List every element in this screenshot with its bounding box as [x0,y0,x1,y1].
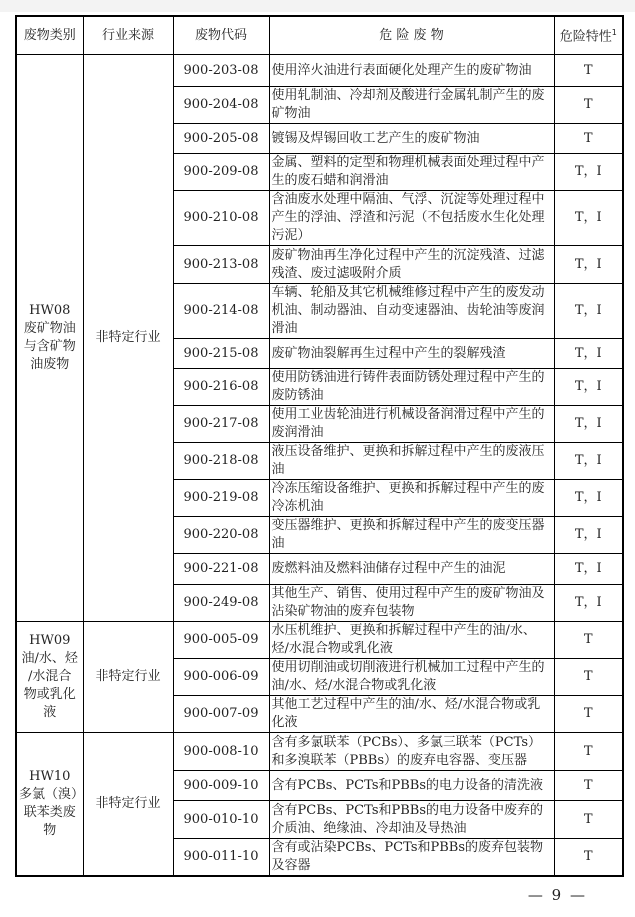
waste-code-cell: 900-221-08 [173,554,269,585]
waste-description-cell: 含有多氯联苯（PCBs）、多氯三联苯（PCTs）和多溴联苯（PBBs）的废弃电容器、变压器 [269,733,554,771]
category-line: /水混合 [28,669,72,684]
hazard-characteristic-cell: T [554,55,623,87]
waste-code-cell: 900-203-08 [173,55,269,87]
waste-code-cell: 900-210-08 [173,191,269,246]
header-source: 行业来源 [83,16,173,55]
category-line: 物或乳化 [23,687,76,702]
waste-code-cell: 900-213-08 [173,246,269,284]
hazard-characteristic-cell: T [554,87,623,124]
waste-code-cell: 900-006-09 [173,659,269,696]
waste-description-cell: 含有PCBs、PCTs和PBBs的电力设备的清洗液 [269,771,554,801]
waste-description-cell: 使用轧制油、冷却剂及酸进行金属轧制产生的废矿物油 [269,87,554,124]
waste-description-cell: 使用防锈油进行铸件表面防锈处理过程中产生的废防锈油 [269,369,554,406]
hazard-characteristic-cell: T [554,771,623,801]
waste-description-cell: 使用工业齿轮油进行机械设备润滑过程中产生的废润滑油 [269,406,554,443]
hazard-characteristic-cell: T，I [554,191,623,246]
waste-code-cell: 900-215-08 [173,339,269,369]
waste-code-cell: 900-214-08 [173,284,269,339]
header-hazard [554,16,623,55]
category-line: 多氯（溴） [19,787,85,802]
hazard-characteristic-cell: T [554,696,623,733]
page-number: — 9 — [527,886,587,904]
hazard-characteristic-cell: T，I [554,406,623,443]
waste-description-cell: 镀锡及焊锡回收工艺产生的废矿物油 [269,124,554,154]
hazardous-waste-table [15,15,624,877]
waste-description-cell: 使用淬火油进行表面硬化处理产生的废矿物油 [269,55,554,87]
category-line: 废矿物油 [23,321,76,336]
hazard-characteristic-cell: T [554,839,623,877]
category-line: 液 [43,705,57,720]
category-line: HW10 [29,769,71,784]
waste-description-cell: 车辆、轮船及其它机械维修过程中产生的废发动机油、制动器油、自动变速器油、齿轮油等废润滑油 [269,284,554,339]
hazard-characteristic-cell: T [554,622,623,659]
waste-description-cell: 含有PCBs、PCTs和PBBs的电力设备中废弃的介质油、绝缘油、冷却油及导热油 [269,801,554,839]
waste-category-cell [16,733,83,877]
category-line: 油/水、烃 [21,651,78,666]
waste-description-cell: 水压机维护、更换和拆解过程中产生的油/水、烃/水混合物或乳化液 [269,622,554,659]
header-hazard-label: 危险特性 [559,29,612,45]
waste-code-cell: 900-219-08 [173,480,269,517]
waste-code-cell: 900-205-08 [173,124,269,154]
category-line: 联苯类废 [23,805,76,820]
waste-description-cell: 液压设备维护、更换和拆解过程中产生的废液压油 [269,443,554,480]
waste-code-cell: 900-220-08 [173,517,269,554]
waste-code-cell: 900-011-10 [173,839,269,877]
waste-code-cell: 900-010-10 [173,801,269,839]
waste-code-cell: 900-008-10 [173,733,269,771]
hazard-characteristic-cell: T [554,659,623,696]
waste-category-cell [16,622,83,733]
waste-code-cell: 900-217-08 [173,406,269,443]
hazard-characteristic-cell: T，I [554,554,623,585]
hazard-characteristic-cell: T，I [554,339,623,369]
waste-code-cell: 900-007-09 [173,696,269,733]
waste-description-cell: 废矿物油裂解再生过程中产生的裂解残渣 [269,339,554,369]
hazard-characteristic-cell: T，I [554,369,623,406]
hazard-characteristic-cell: T，I [554,443,623,480]
page-top-margin [0,0,635,12]
header-category: 废物类别 [16,16,83,55]
waste-description-cell: 其他生产、销售、使用过程中产生的废矿物油及沾染矿物油的废弃包装物 [269,585,554,622]
table-row [16,55,623,87]
category-line: 油废物 [30,357,70,372]
industry-source-cell: 非特定行业 [83,622,173,733]
hazard-characteristic-cell: T，I [554,284,623,339]
waste-code-cell: 900-216-08 [173,369,269,406]
waste-description-cell: 使用切削油或切削液进行机械加工过程中产生的油/水、烃/水混合物或乳化液 [269,659,554,696]
category-line: HW09 [29,633,71,648]
hazard-characteristic-cell: T [554,733,623,771]
waste-code-cell: 900-204-08 [173,87,269,124]
table-row [16,733,623,771]
category-line: 与含矿物 [23,339,76,354]
hazard-characteristic-cell: T，I [554,154,623,191]
hazard-characteristic-cell: T，I [554,246,623,284]
waste-description-cell: 冷冻压缩设备维护、更换和拆解过程中产生的废冷冻机油 [269,480,554,517]
table-header-row [16,16,623,55]
waste-description-cell: 含油废水处理中隔油、气浮、沉淀等处理过程中产生的浮油、浮渣和污泥（不包括废水生化处理污泥） [269,191,554,246]
category-line: HW08 [29,303,71,318]
table-row [16,622,623,659]
waste-description-cell: 废矿物油再生净化过程中产生的沉淀残渣、过滤残渣、废过滤吸附介质 [269,246,554,284]
waste-code-cell: 900-209-08 [173,154,269,191]
waste-code-cell: 900-005-09 [173,622,269,659]
industry-source-cell: 非特定行业 [83,733,173,877]
hazard-characteristic-cell: T [554,801,623,839]
hazard-characteristic-cell: T [554,124,623,154]
category-line: 物 [43,823,57,838]
industry-source-cell: 非特定行业 [83,55,173,622]
waste-category-cell [16,55,83,622]
waste-description-cell: 变压器维护、更换和拆解过程中产生的废变压器油 [269,517,554,554]
waste-code-cell: 900-249-08 [173,585,269,622]
footnote-marker: 1 [611,28,617,38]
hazard-characteristic-cell: T，I [554,517,623,554]
waste-code-cell: 900-218-08 [173,443,269,480]
waste-description-cell: 含有或沾染PCBs、PCTs和PBBs的废弃包装物及容器 [269,839,554,877]
waste-code-cell: 900-009-10 [173,771,269,801]
waste-description-cell: 金属、塑料的定型和物理机械表面处理过程中产生的废石蜡和润滑油 [269,154,554,191]
header-waste: 危 险 废 物 [269,16,554,55]
header-code: 废物代码 [173,16,269,55]
waste-description-cell: 其他工艺过程中产生的油/水、烃/水混合物或乳化液 [269,696,554,733]
hazard-characteristic-cell: T，I [554,585,623,622]
hazard-characteristic-cell: T，I [554,480,623,517]
waste-description-cell: 废燃料油及燃料油储存过程中产生的油泥 [269,554,554,585]
